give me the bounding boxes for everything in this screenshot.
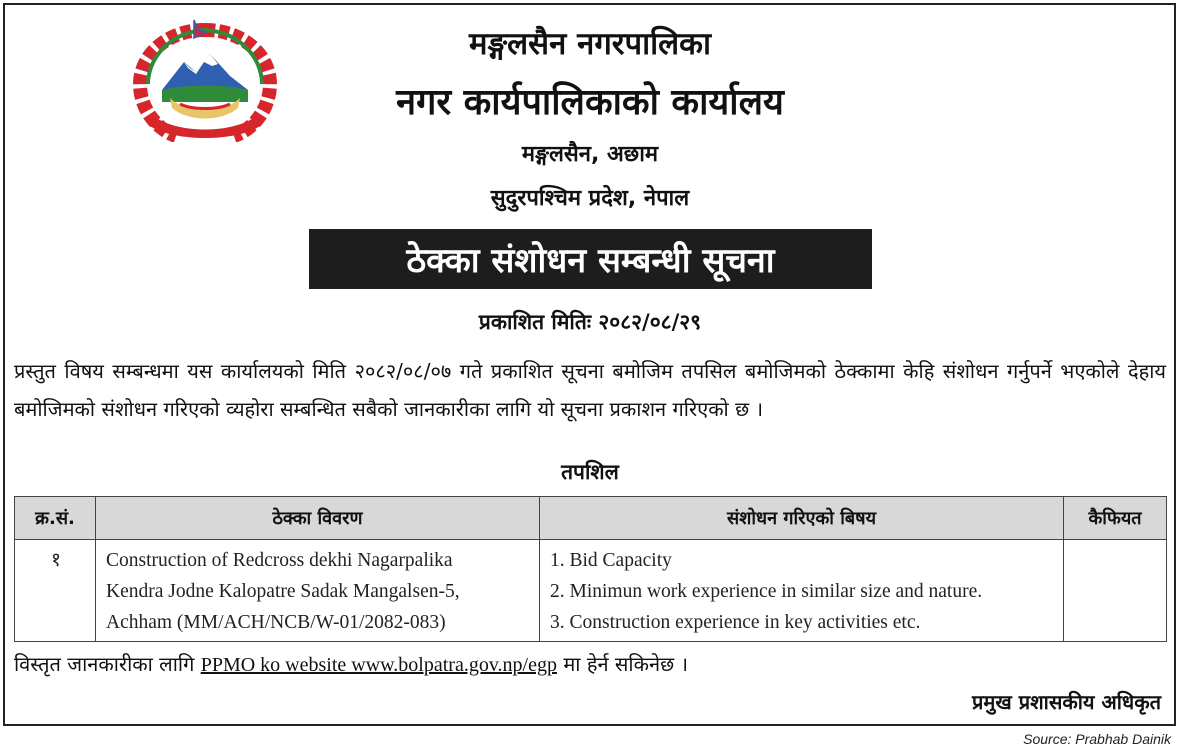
notice-title: ठेक्का संशोधन सम्बन्धी सूचना — [406, 241, 775, 281]
description-line: Construction of Redcross dekhi Nagarpalika — [106, 550, 453, 571]
cell-contract-description — [96, 540, 540, 642]
ppmo-website-link[interactable]: PPMO ko website www.bolpatra.gov.np/egp — [200, 654, 557, 676]
source-credit: Source: Prabhab Dainik — [1023, 731, 1171, 747]
more-info-line — [14, 650, 688, 677]
more-info-suffix: मा हेर्न सकिनेछ । — [563, 652, 689, 676]
more-info-prefix: विस्तृत जानकारीका लागि — [14, 652, 195, 676]
table-header-row — [15, 497, 1167, 540]
header-amended-subject: संशोधन गरिएको बिषय — [540, 497, 1064, 540]
municipality-name: मङ्गलसैन नगरपालिका — [469, 26, 711, 62]
description-line: Achham (MM/ACH/NCB/W-01/2082-083) — [106, 612, 446, 633]
header-contract-description: ठेक्का विवरण — [96, 497, 540, 540]
amendment-item: 3. Construction experience in key activities etc. — [550, 612, 921, 633]
office-name: नगर कार्यपालिकाको कार्यालय — [396, 82, 784, 123]
amendment-table — [14, 496, 1167, 642]
header-remarks: कैफियत — [1064, 497, 1167, 540]
cell-amended-subject — [540, 540, 1064, 642]
nepal-emblem-icon — [126, 18, 284, 142]
signatory-title: प्रमुख प्रशासकीय अधिकृत — [972, 690, 1161, 714]
office-province: सुदुरपश्चिम प्रदेश, नेपाल — [490, 186, 690, 211]
header-serial-number: क्र.सं. — [15, 497, 96, 540]
table-row — [15, 540, 1167, 642]
notice-body-text: प्रस्तुत विषय सम्बन्धमा यस कार्यालयको मिति २०८२/०८/०७ गते प्रकाशित सूचना बमोजिम तपसिल बमोजिमको ठेक्कामा केहि संशोधन गर्नुपर्ने भएकोले देहाय बमोजिमको संशोधन गरिएको व्यहोरा सम्बन्धित सबैको जानकारीका लागि यो सूचना प्रकाशन गरिएको छ । — [14, 359, 1166, 421]
published-date: प्रकाशित मितिः २०८२/०८/२९ — [478, 310, 702, 334]
amendment-item: 2. Minimun work experience in similar size and nature. — [550, 581, 983, 602]
office-location: मङ्गलसैन, अछाम — [521, 142, 659, 167]
notice-title-band — [309, 229, 872, 289]
amendment-item: 1. Bid Capacity — [550, 550, 672, 571]
cell-serial-number: १ — [15, 540, 96, 642]
details-heading: तपशिल — [561, 460, 619, 484]
description-line: Kendra Jodne Kalopatre Sadak Mangalsen-5, — [106, 581, 460, 602]
cell-remarks — [1064, 540, 1167, 642]
